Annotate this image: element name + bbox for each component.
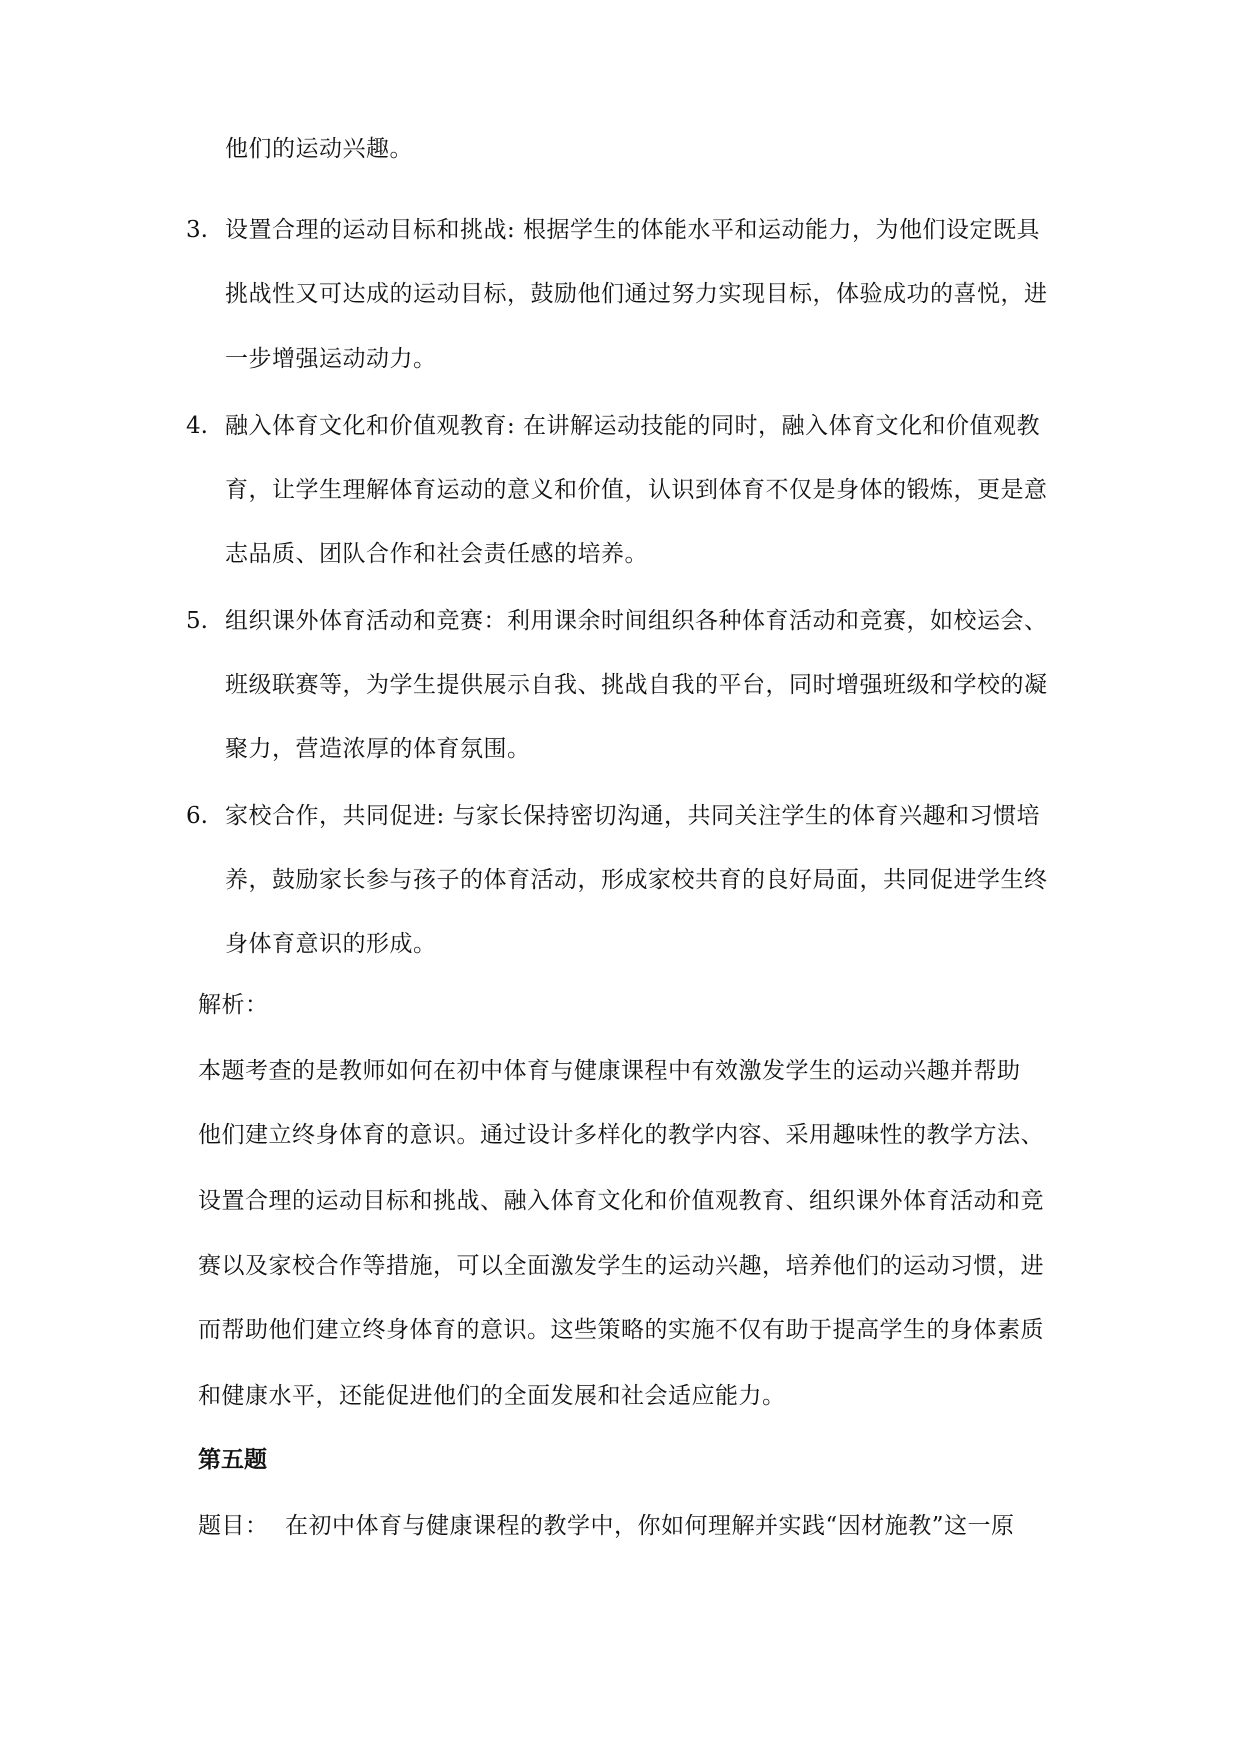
- analysis-line: 和健康水平，还能促进他们的全面发展和社会适应能力。: [198, 1383, 786, 1409]
- analysis-line: 而帮助他们建立终身体育的意识。这些策略的实施不仅有助于提高学生的身体素质: [198, 1317, 1044, 1343]
- list-item-line: 一步增强运动动力。: [225, 346, 437, 372]
- question-label: 题目：: [198, 1513, 269, 1539]
- analysis-line: 他们建立终身体育的意识。通过设计多样化的教学内容、采用趣味性的教学方法、: [198, 1122, 1044, 1148]
- list-number: 4.: [186, 413, 208, 439]
- list-item-line: 身体育意识的形成。: [225, 931, 437, 957]
- analysis-label: 解析：: [198, 992, 269, 1018]
- list-item-line: 育，让学生理解体育运动的意义和价值，认识到体育不仅是身体的锻炼，更是意: [225, 477, 1048, 503]
- continuation-line: 他们的运动兴趣。: [225, 136, 413, 162]
- list-item-line: 聚力，营造浓厚的体育氛围。: [225, 736, 531, 762]
- list-item-line: 志品质、团队合作和社会责任感的培养。: [225, 541, 648, 567]
- list-item-line: 融入体育文化和价值观教育: 在讲解运动技能的同时，融入体育文化和价值观教: [225, 413, 1041, 439]
- list-item-line: 组织课外体育活动和竞赛：利用课余时间组织各种体育活动和竞赛，如校运会、: [225, 608, 1048, 634]
- list-number: 5.: [186, 608, 208, 634]
- list-item-line: 养，鼓励家长参与孩子的体育活动，形成家校共育的良好局面，共同促进学生终: [225, 867, 1048, 893]
- section-heading: 第五题: [198, 1447, 267, 1473]
- list-item-line: 家校合作，共同促进: 与家长保持密切沟通，共同关注学生的体育兴趣和习惯培: [225, 803, 1041, 829]
- list-number: 3.: [186, 217, 208, 243]
- list-item-line: 班级联赛等，为学生提供展示自我、挑战自我的平台，同时增强班级和学校的凝: [225, 672, 1048, 698]
- question-text: 在初中体育与健康课程的教学中，你如何理解并实践“因材施教”这一原: [285, 1513, 1015, 1539]
- list-number: 6.: [186, 803, 208, 829]
- analysis-line: 赛以及家校合作等措施，可以全面激发学生的运动兴趣，培养他们的运动习惯，进: [198, 1253, 1044, 1279]
- list-item-line: 设置合理的运动目标和挑战: 根据学生的体能水平和运动能力，为他们设定既具: [225, 217, 1041, 243]
- list-item-line: 挑战性又可达成的运动目标，鼓励他们通过努力实现目标，体验成功的喜悦，进: [225, 281, 1048, 307]
- analysis-line: 设置合理的运动目标和挑战、融入体育文化和价值观教育、组织课外体育活动和竞: [198, 1188, 1044, 1214]
- analysis-line: 本题考查的是教师如何在初中体育与健康课程中有效激发学生的运动兴趣并帮助: [198, 1058, 1021, 1084]
